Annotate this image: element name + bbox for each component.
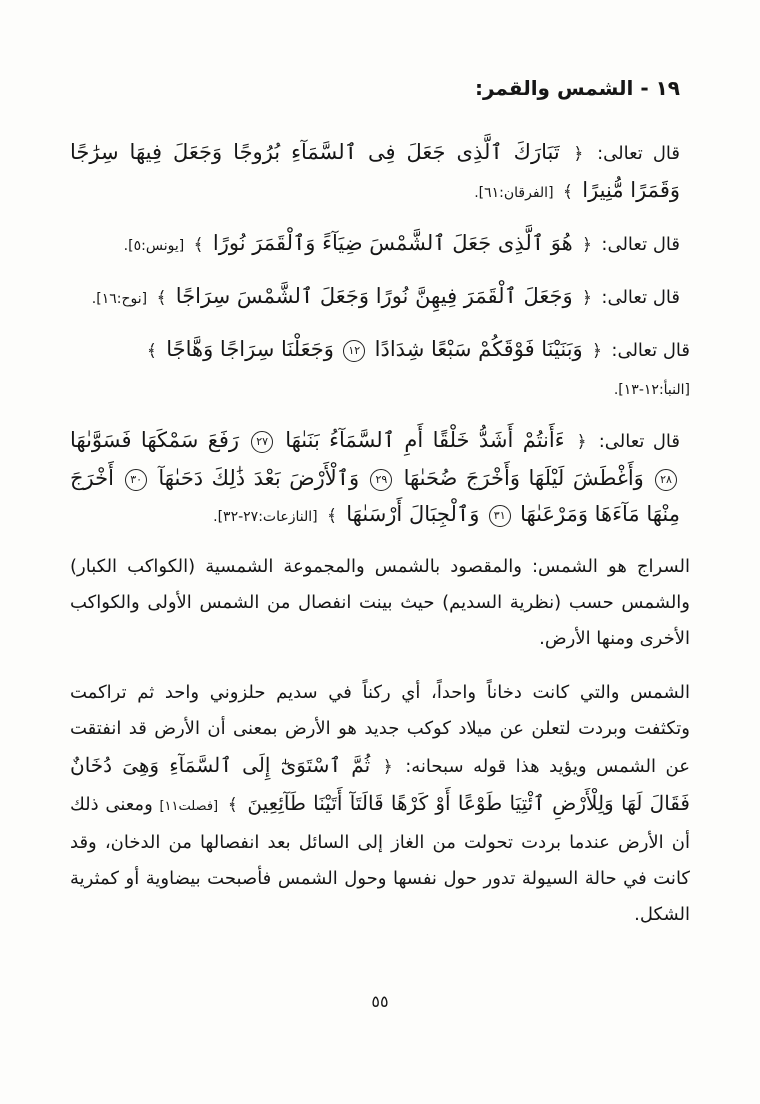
verse-intro: قال تعالى:: [597, 143, 681, 164]
verse-intro: قال تعالى:: [598, 431, 681, 452]
section-heading: ١٩ - الشمس والقمر:: [474, 76, 680, 100]
ornate-bracket-open: ﴿: [382, 757, 393, 777]
verse-intro: قال تعالى:: [601, 287, 680, 308]
quran-text: وَٱلْأَرْضَ بَعْدَ ذَٰلِكَ دَحَىٰهَآ: [158, 466, 360, 490]
verse-yunus: [70, 225, 690, 264]
verse-naziat: [70, 422, 690, 535]
quran-text: ءَأَنتُمْ أَشَدُّ خَلْقًا أَمِ ٱلسَّمَآءُ بَنَىٰهَا: [285, 428, 565, 452]
ornate-bracket-open: ﴿: [576, 432, 587, 452]
paragraph-text: ومعنى ذلك أن الأرض عندما بردت تحولت من الغاز إلى السائل بعد انفصالها من الدخان، وقد كانت في حالة السيولة تدور حول نفسها وحول الشمس فأصبحت بيضاوية أو كمثرية الشكل.: [70, 794, 690, 925]
verse-furqan: [70, 134, 690, 211]
quran-text: وَبَنَيْنَا فَوْقَكُمْ سَبْعًا شِدَادًا: [374, 337, 583, 361]
verse-nuh: [70, 278, 690, 317]
quran-text: وَأَغْطَشَ لَيْلَهَا وَأَخْرَجَ ضُحَىٰهَا: [403, 466, 644, 490]
ornate-bracket-open: ﴿: [582, 235, 593, 255]
ayah-number-marker: ١٢: [343, 340, 365, 362]
verses-block: [70, 134, 690, 535]
verse-intro: قال تعالى:: [601, 234, 680, 255]
quran-text: أَخْرَجَ مِنْهَا مَآءَهَا وَمَرْعَىٰهَا: [70, 466, 680, 526]
ornate-bracket-close: ﴾: [156, 288, 167, 308]
ayah-number-marker: ٢٨: [655, 469, 677, 491]
ornate-bracket-close: ﴾: [562, 182, 573, 202]
quran-text: وَجَعَلَ ٱلْقَمَرَ فِيهِنَّ نُورًا وَجَعَلَ ٱلشَّمْسَ سِرَاجًا: [175, 284, 573, 308]
quran-text: تَبَارَكَ ٱلَّذِى جَعَلَ فِى ٱلسَّمَآءِ بُرُوجًا وَجَعَلَ فِيهَا سِرَٰجًا وَقَمَرًا مُّنِيرًا: [70, 140, 680, 202]
ayah-number-marker: ٣١: [489, 505, 511, 527]
ornate-bracket-close: ﴾: [227, 795, 238, 815]
surah-reference: [النبأ:١٢-١٣].: [613, 382, 690, 398]
ornate-bracket-open: ﴿: [592, 341, 603, 361]
verse-intro: قال تعالى:: [611, 340, 690, 361]
ornate-bracket-close: ﴾: [193, 235, 204, 255]
body-paragraph: السراج هو الشمس: والمقصود بالشمس والمجموعة الشمسية (الكواكب الكبار) والشمس حسب (نظرية السديم) حيث بينت انفصال من الشمس الأولى والكواكب الأخرى ومنها الأرض.: [70, 556, 690, 649]
paragraph-text: الشمس والتي كانت دخاناً واحداً، أي ركناً في سديم حلزوني واحد ثم تراكمت وتكثفت وبردت لتعلن عن ميلاد كوكب جديد هو الأرض بمعنى أن الأرض قد انفتقت عن الشمس ويؤيد هذا قوله سبحانه:: [70, 682, 690, 777]
surah-reference: [نوح:١٦].: [91, 291, 148, 307]
quran-text: هُوَ ٱلَّذِى جَعَلَ ٱلشَّمْسَ ضِيَآءً وَٱلْقَمَرَ نُورًا: [212, 231, 573, 255]
quran-text: ثُمَّ ٱسْتَوَىٰٓ إِلَى ٱلسَّمَآءِ وَهِىَ دُخَانٌ فَقَالَ لَهَا وَلِلْأَرْضِ ٱئْتِيَا طَوْعًا أَوْ كَرْهًا قَالَتَآ أَتَيْنَا طَآئِعِينَ: [70, 753, 690, 815]
surah-reference: [فصلت١١]: [159, 799, 219, 814]
surah-reference: [يونس:٥].: [123, 238, 185, 254]
ornate-bracket-open: ﴿: [582, 288, 593, 308]
ayah-number-marker: ٢٧: [251, 431, 273, 453]
ayah-number-marker: ٣٠: [125, 469, 147, 491]
body-paragraph: [70, 675, 690, 933]
quran-text: رَفَعَ سَمْكَهَا فَسَوَّىٰهَا: [70, 428, 240, 452]
surah-reference: [النازعات:٢٧-٣٢].: [213, 509, 318, 525]
surah-reference: [الفرقان:٦١].: [474, 185, 554, 201]
ornate-bracket-open: ﴿: [573, 144, 584, 164]
ornate-bracket-close: ﴾: [146, 341, 157, 361]
ornate-bracket-close: ﴾: [326, 506, 337, 526]
verse-naba: [70, 331, 690, 408]
quran-text: وَٱلْجِبَالَ أَرْسَىٰهَا: [346, 502, 480, 526]
quran-text: وَجَعَلْنَا سِرَاجًا وَهَّاجًا: [166, 337, 334, 361]
page-number: ٥٥: [371, 992, 389, 1011]
ayah-number-marker: ٢٩: [370, 469, 392, 491]
